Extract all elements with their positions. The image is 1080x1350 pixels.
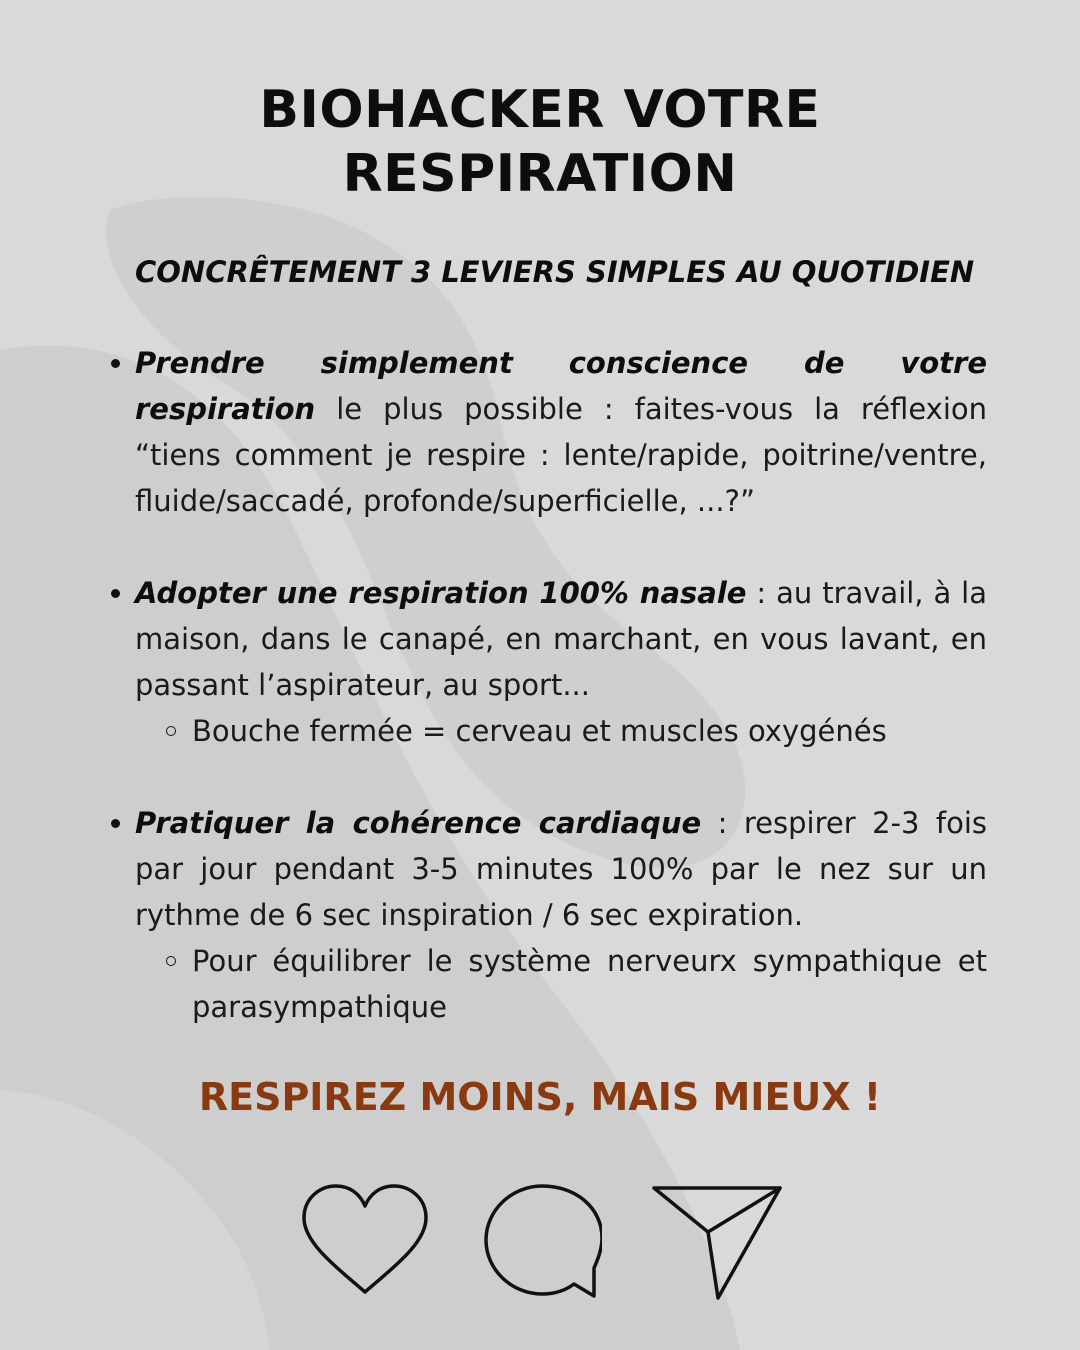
title-line-1: BIOHACKER VOTRE xyxy=(259,80,821,140)
lever-2-text: : au travail, à la maison, dans le canapé, en marchant, en vous lavant, en passant l’aspirateur, au sport... xyxy=(135,576,987,702)
lever-1-text: le plus possible : faites-vous la réflexion “tiens comment je respire : lente/rapide, poitrine/ventre, fluide/saccadé, profonde/superficielle, ...?” xyxy=(135,392,987,518)
comment-icon[interactable] xyxy=(482,1180,602,1305)
bullet-circle-icon xyxy=(166,726,176,736)
bullet-circle-icon xyxy=(166,956,176,966)
bullet-dot-icon xyxy=(111,589,120,598)
lever-2-bold: Adopter une respiration 100% nasale xyxy=(135,576,747,610)
lever-item-1 xyxy=(135,340,987,524)
subtitle: CONCRÊTEMENT 3 LEVIERS SIMPLES AU QUOTIDIEN xyxy=(135,255,975,289)
title-line-2: RESPIRATION xyxy=(342,144,738,204)
lever-1-bold: Prendre simplement conscience de votre respiration xyxy=(135,346,987,426)
lever-item-3 xyxy=(135,800,987,938)
lever-2-sub-text: Bouche fermée = cerveau et muscles oxygénés xyxy=(192,714,887,748)
lever-3-sub-text: Pour équilibrer le système nerveurx sympathique et parasympathique xyxy=(192,944,987,1024)
call-to-action: RESPIREZ MOINS, MAIS MIEUX ! xyxy=(198,1075,882,1119)
lever-item-2 xyxy=(135,570,987,708)
bullet-dot-icon xyxy=(111,819,120,828)
lever-3-subitem xyxy=(192,938,987,1030)
lever-2-subitem xyxy=(192,708,987,754)
lever-3-bold: Pratiquer la cohérence cardiaque xyxy=(135,806,702,840)
lever-3-text: : respirer 2-3 fois par jour pendant 3-5 minutes 100% par le nez sur un rythme de 6 sec inspiration / 6 sec expiration. xyxy=(135,806,987,932)
send-icon[interactable] xyxy=(650,1180,785,1305)
heart-icon[interactable] xyxy=(300,1180,430,1305)
bullet-dot-icon xyxy=(111,359,120,368)
